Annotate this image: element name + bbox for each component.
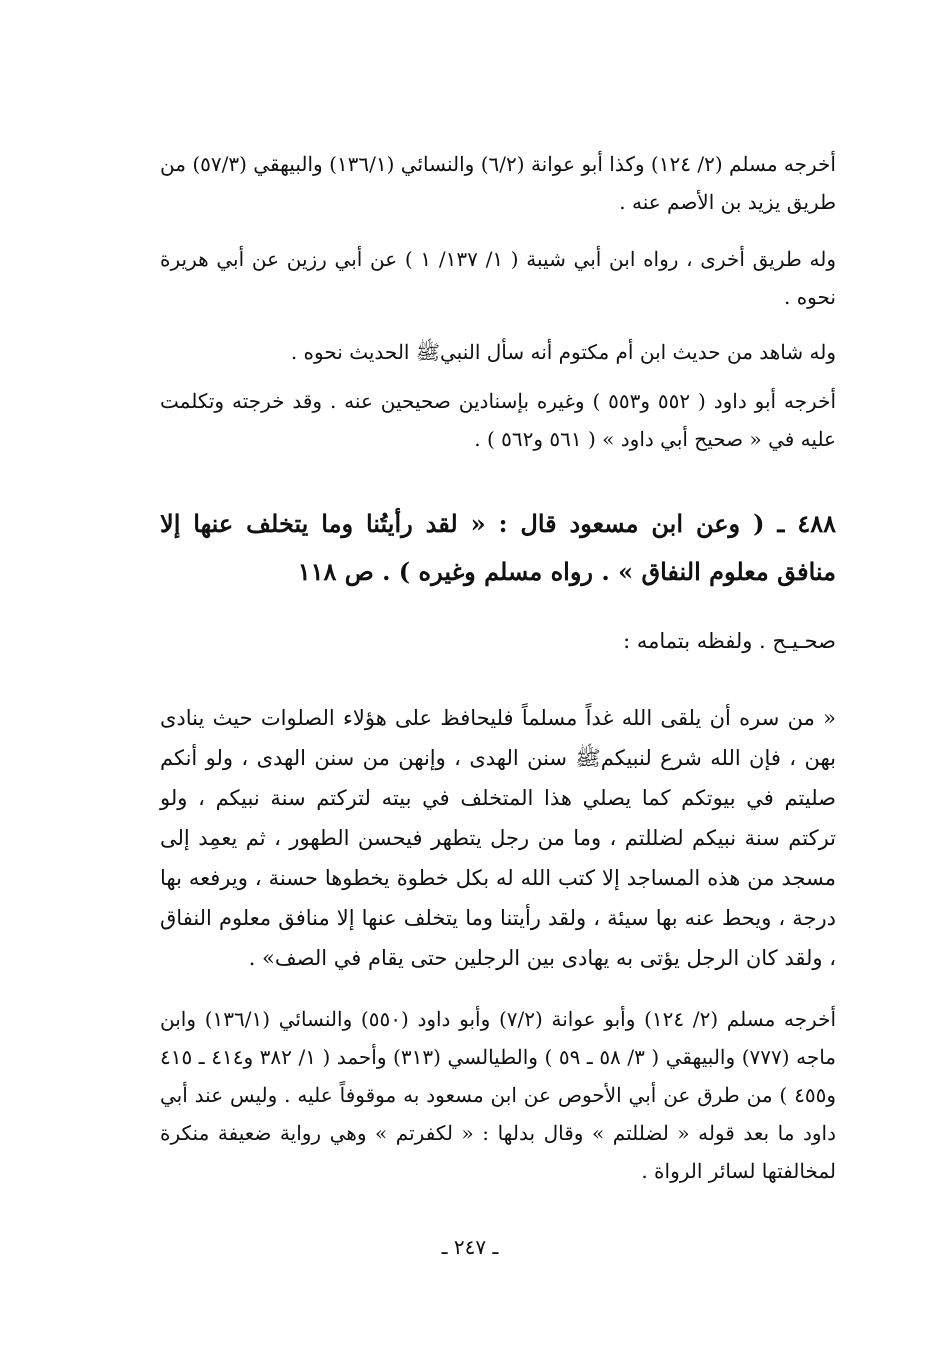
takhrij-paragraph-muslim: أخرجه مسلم (٢/ ١٢٤) وكذا أبو عوانة (٦/٢) والنسائي (١٣٦/١) والبيهقي (٥٧/٣) من طريق يزيد بن الأصم عنه . — [160, 152, 836, 214]
abu-dawud-paragraph: أخرجه أبو داود ( ٥٥٢ و٥٥٣ ) وغيره بإسنادين صحيحين عنه . وقد خرجته وتكلمت عليه في « صحيح أبي داود » ( ٥٦١ و٥٦٢ ) . — [160, 389, 837, 451]
hadith-488-heading: ٤٨٨ ـ ( وعن ابن مسعود قال : « لقد رأيتُنا وما يتخلف عنها إلا منافق معلوم النفاق » . رواه مسلم وغيره ) . ص ١١٨ — [160, 509, 836, 586]
other-route-paragraph: وله طريق أخرى ، رواه ابن أبي شيبة ( ١/ ١٣٧/ ١ ) عن أبي رزين عن أبي هريرة نحوه . — [160, 247, 836, 309]
page-number: ـ ٢٤٧ ـ — [441, 1235, 499, 1259]
takhrij-paragraph-full: أخرجه مسلم (٢/ ١٢٤) وأبو عوانة (٧/٢) وأبو داود (٥٥٠) والنسائي (١٣٦/١) وابن ماجه (٧٧٧) والبيهقي ( ٣/ ٥٨ ـ ٥٩ ) والطيالسي (٣١٣) وأحمد ( ١/ ٣٨٢ و٤١٤ ـ ٤١٥ و٤٥٥ ) من طرق عن أبي الأحوص عن ابن مسعود به موقوفاً عليه . وليس عند أبي داود ما بعد قوله « لضللتم » وقال بدلها : « لكفرتم » وهي رواية ضعيفة منكرة لمخالفتها لسائر الرواة . — [160, 1007, 837, 1183]
authenticity-verdict: صحـيـح . ولفظه بتمامه : — [623, 629, 836, 653]
hadith-full-text: « من سره أن يلقى الله غداً مسلماً فليحافظ على هؤلاء الصلوات حيث ينادى بهن ، فإن الله شرع لنبيكمﷺ سنن الهدى ، وإنهن من سنن الهدى ، ولو أنكم صليتم في بيوتكم كما يصلي هذا المتخلف في بيته لتركتم سنة نبيكم ، ولو تركتم سنة نبيكم لضللتم ، وما من رجل يتطهر فيحسن الطهور ، ثم يعمِد إلى مسجد من هذه المساجد إلا كتب الله له بكل خطوة يخطوها حسنة ، ويرفعه بها درجة ، ويحط عنه بها سيئة ، ولقد رأيتنا وما يتخلف عنها إلا منافق معلوم النفاق ، ولقد كان الرجل يؤتى به يهادى بين الرجلين حتى يقام في الصف» . — [160, 706, 836, 970]
witness-paragraph: وله شاهد من حديث ابن أم مكتوم أنه سأل النبيﷺ الحديث نحوه . — [290, 340, 836, 364]
